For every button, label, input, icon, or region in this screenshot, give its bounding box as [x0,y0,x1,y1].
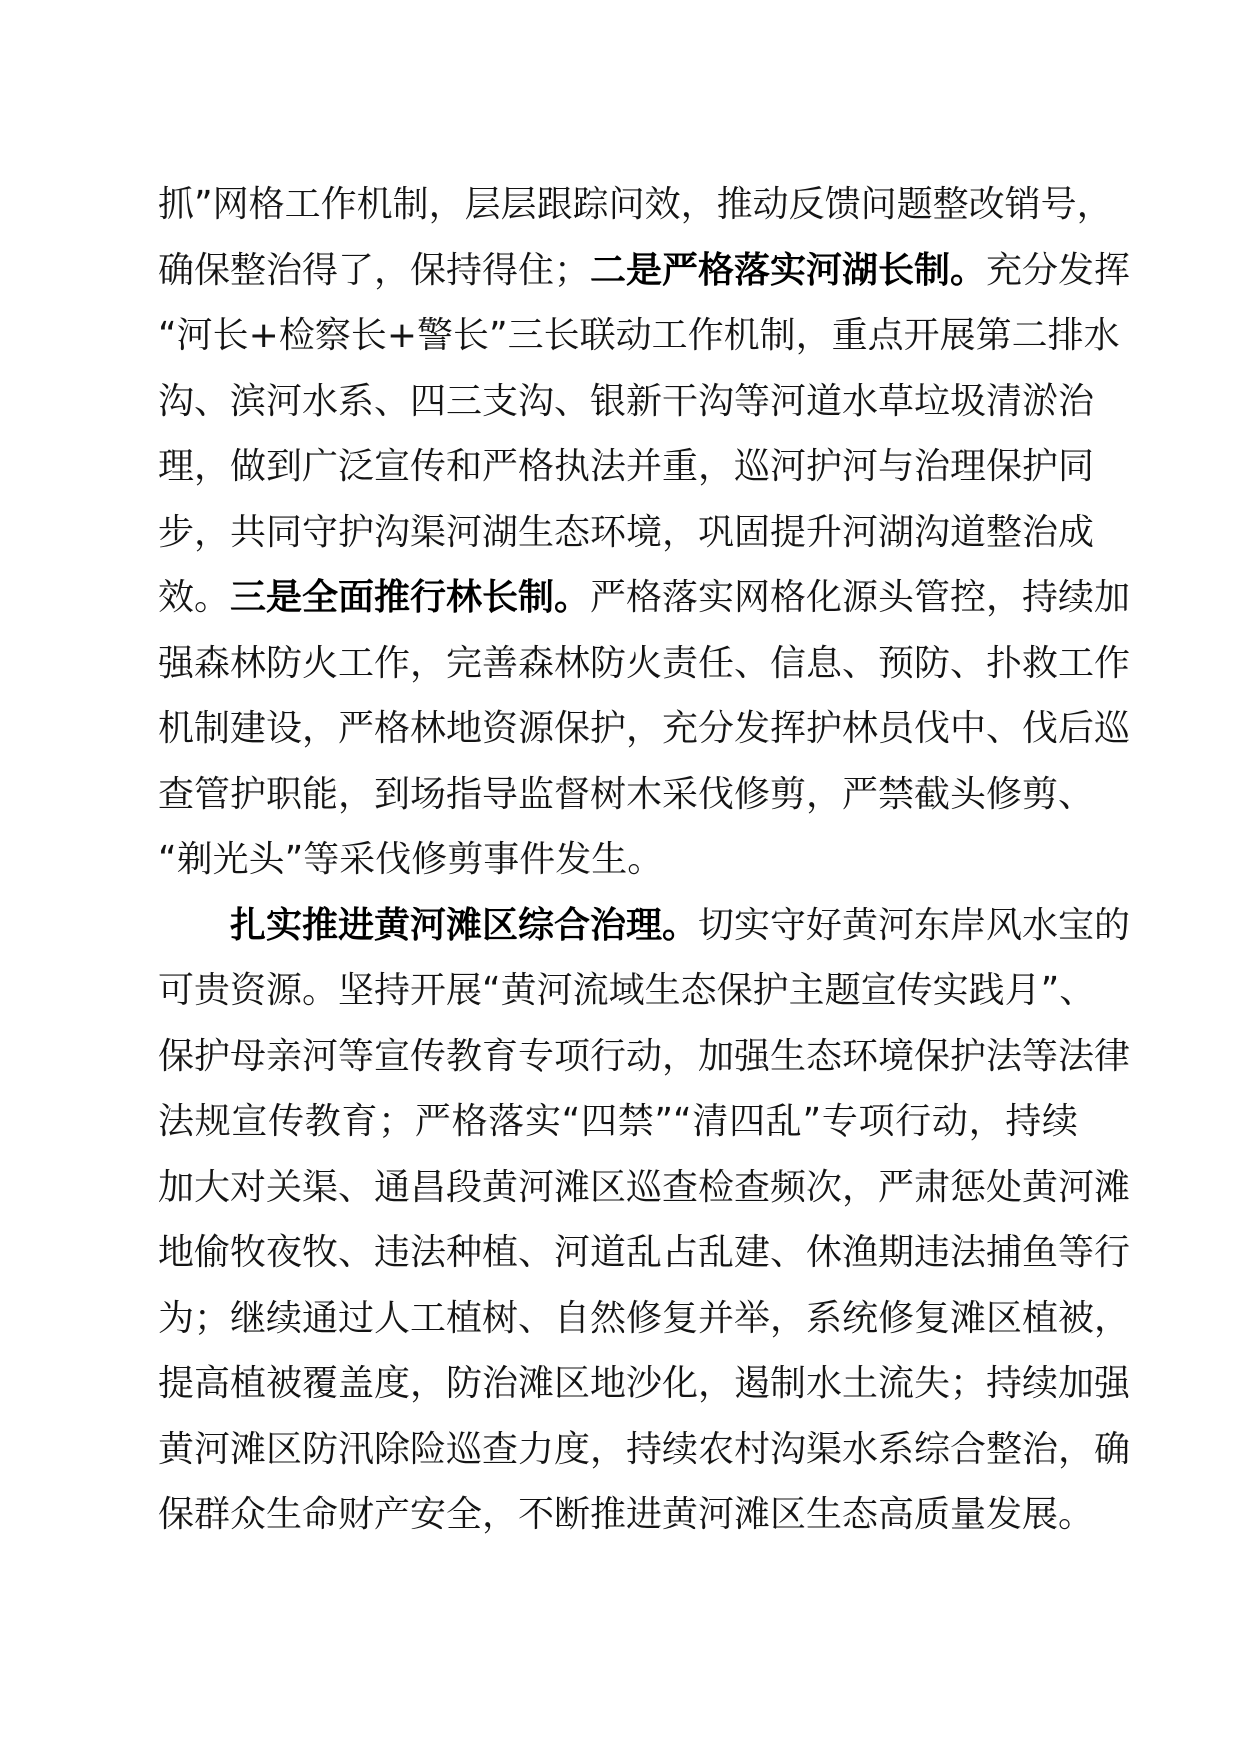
text-run: 加大对关渠、通昌段黄河滩区巡查检查频次，严肃惩处黄河滩 [158,1166,1131,1208]
paragraph-line [158,1417,1131,1483]
paragraph-line [158,500,1095,566]
bold-heading-forest-chief: 三是全面推行林长制。 [230,577,591,618]
body-text [158,172,1131,1548]
text-run: 严格落实网格化源头管控，持续加 [590,577,1131,618]
paragraph-line [158,696,1131,762]
paragraph-line [158,1286,1131,1352]
paragraph-line [158,565,1131,631]
paragraph-line [158,1155,1131,1221]
text-run: 查管护职能，到场指导监督树木采伐修剪，严禁截头修剪、 [158,773,1095,815]
paragraph-line [158,827,1078,893]
text-run: 保群众生命财产安全，不断推进黄河滩区生态高质量发展。 [158,1494,1095,1535]
text-run: “剃光头”等采伐修剪事件发生。 [158,839,664,880]
text-run: 保护母亲河等宣传教育专项行动，加强生态环境保护法等法律 [158,1035,1131,1077]
text-run: 效。 [158,577,231,618]
text-run: 抓”网格工作机制，层层跟踪问效，推动反馈问题整改销号， [158,184,1113,225]
paragraph-line [158,434,1095,500]
bold-heading-river-lake-chief: 二是严格落实河湖长制。 [590,249,987,291]
text-run: 步，共同守护沟渠河湖生态环境，巩固提升河湖沟道整治成 [158,511,1095,553]
bold-heading-yellow-river-floodplain: 扎实推进黄河滩区综合治理。 [230,904,699,946]
paragraph-line [158,172,1113,238]
text-run: 提高植被覆盖度，防治滩区地沙化，遏制水土流失；持续加强 [158,1363,1131,1404]
paragraph-line [158,1220,1131,1286]
paragraph-line [158,631,1131,697]
text-run: “河长+检察长+警长”三长联动工作机制，重点开展第二排水 [158,315,1120,356]
paragraph-line [158,303,1120,369]
paragraph-line [158,893,1131,959]
text-run: 理，做到广泛宣传和严格执法并重，巡河护河与治理保护同 [158,446,1095,487]
paragraph-line [158,1024,1131,1090]
paragraph-line [158,238,1131,304]
text-run: 切实守好黄河东岸风水宝的 [698,904,1131,946]
text-run: 沟、滨河水系、四三支沟、银新干沟等河道水草垃圾清淤治 [158,380,1095,422]
paragraph-line [158,1089,1078,1155]
paragraph-line [158,369,1095,435]
paragraph-line [158,762,1095,828]
paragraph-line [158,958,1096,1024]
text-run: 确保整治得了，保持得住； [158,249,591,291]
paragraph-line [158,1351,1131,1417]
text-run: 黄河滩区防汛除险巡查力度，持续农村沟渠水系综合整治，确 [158,1428,1131,1470]
text-run: 机制建设，严格林地资源保护，充分发挥护林员伐中、伐后巡 [158,708,1131,749]
paragraph-line [158,1482,1095,1548]
text-run: 法规宣传教育；严格落实“四禁”“清四乱”专项行动，持续 [158,1101,1078,1142]
text-run: 可贵资源。坚持开展“黄河流域生态保护主题宣传实践月”、 [158,970,1096,1011]
text-run: 为；继续通过人工植树、自然修复并举，系统修复滩区植被， [158,1297,1131,1339]
text-run: 充分发挥 [986,249,1131,291]
text-run: 强森林防火工作，完善森林防火责任、信息、预防、扑救工作 [158,642,1131,684]
text-run: 地偷牧夜牧、违法种植、河道乱占乱建、休渔期违法捕鱼等行 [158,1232,1131,1273]
